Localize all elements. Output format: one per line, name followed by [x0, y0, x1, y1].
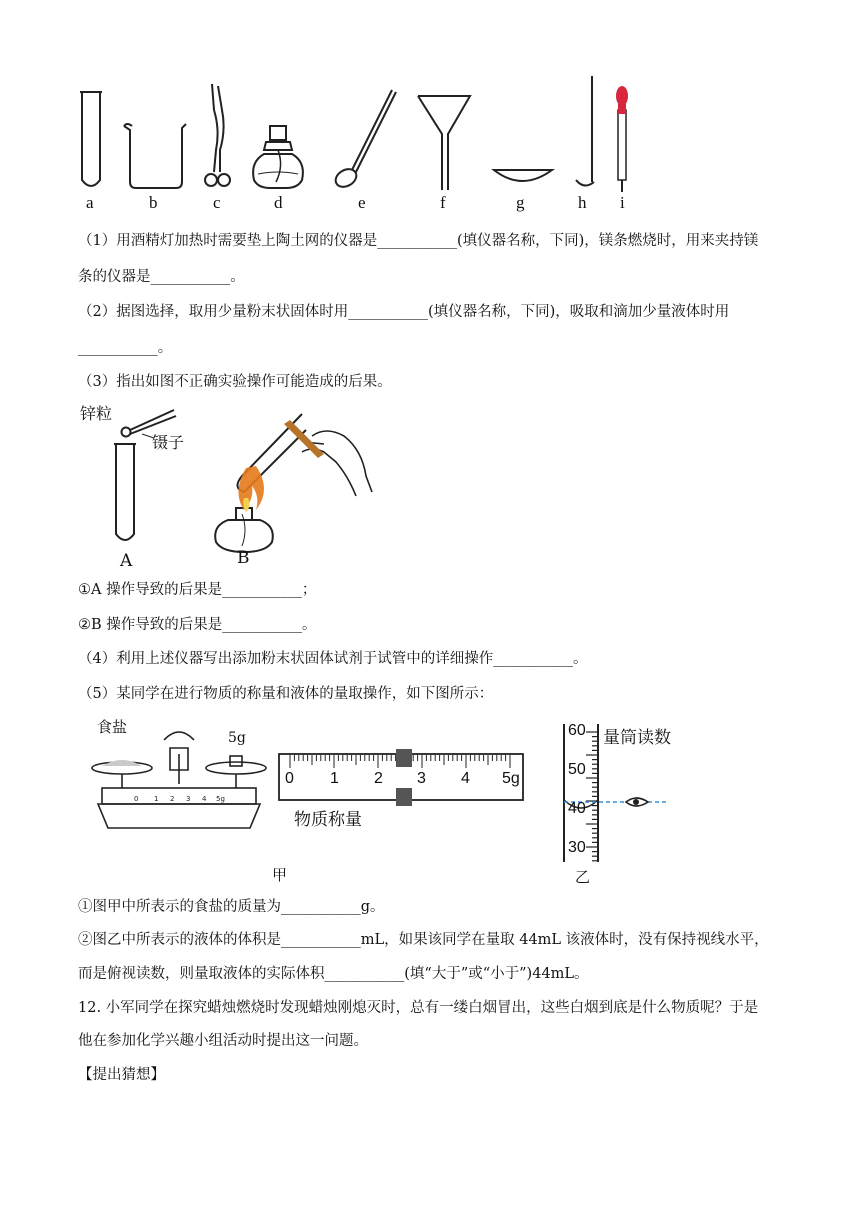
q5-a-line: ①图甲中所表示的食盐的质量为___________g。: [78, 899, 385, 915]
q12-heading: 【提出猜想】: [78, 1067, 165, 1083]
q4-line-1: （4）利用上述仪器写出添加粉末状固体试剂于试管中的详细操作___________。: [78, 651, 588, 667]
salt-label: 食盐: [97, 718, 128, 736]
q12-line-2: 他在参加化学兴趣小组活动时提出这一问题。: [78, 1033, 368, 1049]
svg-text:3: 3: [186, 795, 191, 803]
ruler-tick-3: 3: [417, 770, 426, 787]
test-tube-a-icon: [114, 444, 136, 540]
svg-text:4: 4: [202, 795, 207, 803]
beaker-icon: [124, 124, 186, 188]
label-f: f: [440, 193, 446, 212]
tweezers-label: 镊子: [152, 433, 185, 452]
dropper-icon: [618, 110, 626, 192]
ruler-figure: [278, 748, 526, 806]
q5-b-line-2: 而是俯视读数，则量取液体的实际体积___________(填“大于”或“小于”)44mL。: [78, 966, 589, 982]
alcohol-lamp-icon: [253, 126, 303, 188]
q1-line-1: （1）用酒精灯加热时需要垫上陶土网的仪器是___________(填仪器名称，下同)，镁条燃烧时，用来夹持镁: [78, 233, 759, 249]
jia-label: 甲: [272, 866, 288, 884]
svg-text:0: 0: [134, 795, 139, 803]
figure-label-b: B: [237, 548, 250, 568]
q5-line-1: （5）某同学在进行物质的称量和液体的量取操作，如下图所示：: [78, 686, 494, 702]
label-e: e: [358, 193, 366, 212]
wrong-operations-figure: [76, 396, 376, 570]
label-b: b: [149, 193, 158, 212]
right-pan-icon: [206, 762, 266, 774]
zinc-label: 锌粒: [80, 404, 113, 423]
label-a: a: [86, 193, 94, 212]
yi-label: 乙: [575, 868, 591, 886]
ruler-tick-2: 2: [374, 770, 383, 787]
crucible-tongs-icon: [205, 84, 230, 186]
evaporating-dish-icon: [494, 170, 552, 181]
q3-a-line: ①A 操作导致的后果是___________；: [78, 582, 317, 598]
q3-line-1: （3）指出如图不正确实验操作可能造成的后果。: [78, 374, 392, 390]
cyl-tick-30: 30: [568, 839, 586, 856]
q2-line-1: （2）据图选择，取用少量粉末状固体时用___________(填仪器名称，下同)，吸取和滴加少量液体时用: [78, 304, 730, 320]
ruler-tick-5: 5g: [502, 770, 520, 787]
weight-icon: [230, 756, 242, 766]
ruler-tick-1: 1: [330, 770, 339, 787]
medicine-spoon-icon: [332, 90, 396, 190]
weight-label: 5g: [228, 730, 246, 746]
label-g: g: [516, 193, 525, 212]
q3-b-line: ②B 操作导致的后果是___________。: [78, 617, 317, 633]
svg-text:5g: 5g: [216, 795, 225, 803]
q2-line-2: ___________。: [78, 340, 173, 356]
zinc-granule-icon: [122, 428, 131, 437]
hand-icon: [302, 431, 372, 496]
svg-text:2: 2: [170, 795, 175, 803]
label-d: d: [274, 193, 283, 212]
ruler-tick-4: 4: [461, 770, 470, 787]
label-i: i: [620, 193, 625, 212]
svg-text:1: 1: [154, 795, 159, 803]
label-h: h: [578, 193, 587, 212]
figure-label-a: A: [120, 551, 133, 571]
label-c: c: [213, 193, 221, 212]
eye-icon: [626, 798, 648, 806]
q5-b-line-1: ②图乙中所表示的液体的体积是___________mL，如果该同学在量取 44mL 该液体时，没有保持视线水平，: [78, 932, 769, 948]
salt-pile-icon: [102, 760, 142, 766]
ruler-caption: 物质称量: [294, 810, 362, 830]
q12-line-1: 12. 小军同学在探究蜡烛燃烧时发现蜡烛刚熄灭时，总有一缕白烟冒出，这些白烟到底是什么物质呢？于是: [78, 1000, 759, 1016]
cyl-tick-50: 50: [568, 761, 586, 778]
cyl-tick-60: 60: [568, 722, 586, 739]
cyl-tick-40: 40: [568, 800, 586, 817]
test-tube-icon: [80, 92, 102, 186]
alcohol-lamp-b-icon: [215, 508, 273, 552]
ruler-tick-0: 0: [285, 770, 294, 787]
combustion-spoon-icon: [576, 76, 594, 186]
cylinder-caption: 量筒读数: [603, 728, 671, 748]
q1-line-2: 条的仪器是___________。: [78, 269, 245, 285]
funnel-icon: [418, 96, 470, 190]
